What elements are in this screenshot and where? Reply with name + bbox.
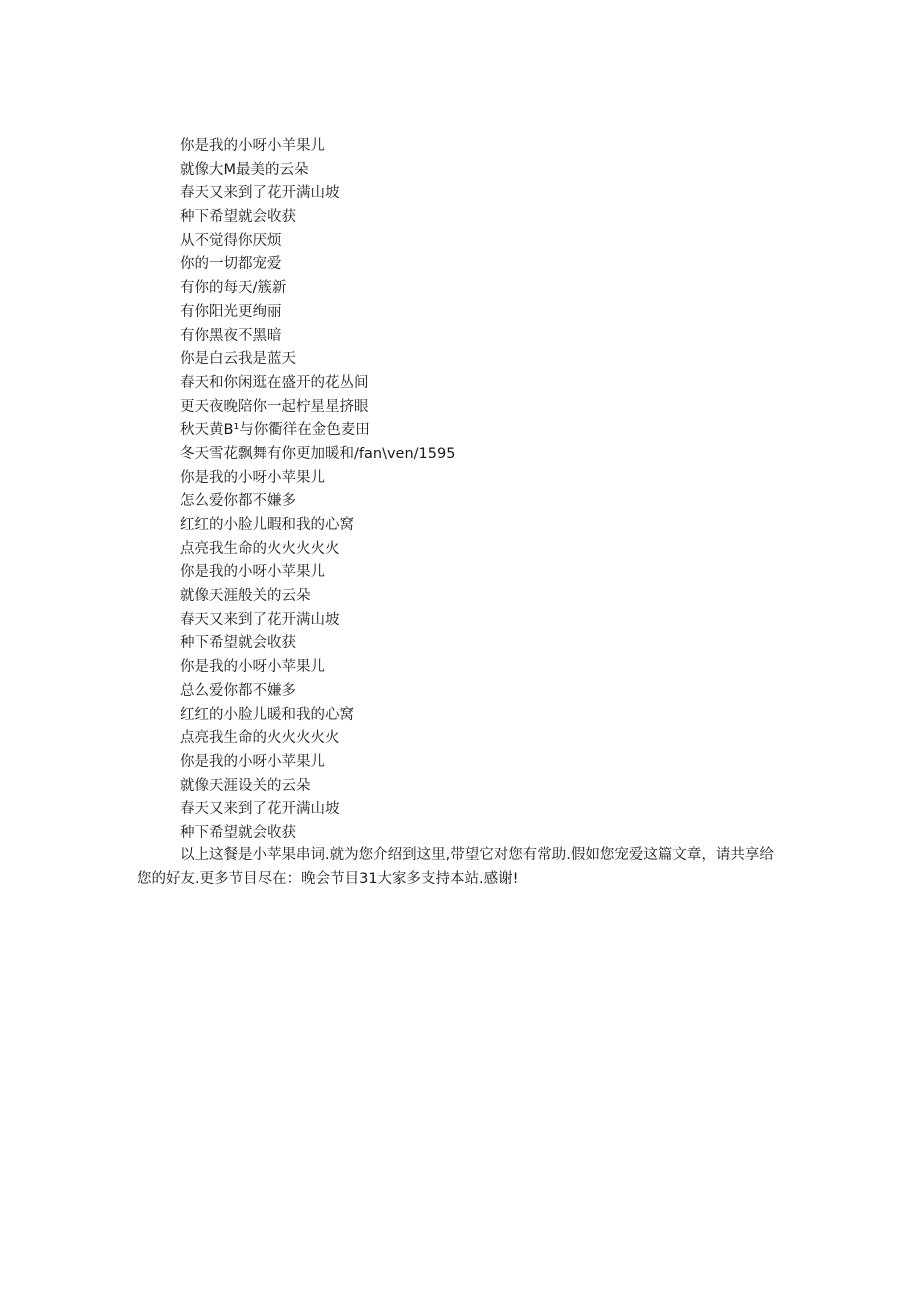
lyric-line: 红红的小脸儿暖和我的心窝 xyxy=(180,706,354,723)
lyric-line: 你是白云我是蓝天 xyxy=(180,351,296,368)
lyric-line: 有你的每天/簇新 xyxy=(180,280,287,297)
lyric-line: 你是我的小呀小苹果儿 xyxy=(180,753,325,770)
lyric-line: 就像天涯般关的云朵 xyxy=(180,588,311,605)
lyric-line: 从不觉得你厌烦 xyxy=(180,232,282,249)
lyric-line: 春天又来到了花开满山坡 xyxy=(180,611,340,628)
lyrics-list xyxy=(180,135,455,846)
lyric-line: 总么爱你都不嫌多 xyxy=(180,682,296,699)
lyric-line: 点亮我生命的火火火火火 xyxy=(180,730,340,747)
lyric-line: 冬天雪花飘舞有你更加暖和/fan\ven/1595 xyxy=(180,445,456,462)
lyric-line: 种下希望就会收获 xyxy=(180,824,296,841)
lyric-line: 更天夜晚陪你一起柠星星挤眼 xyxy=(180,398,369,415)
lyric-line: 你是我的小呀小苹果儿 xyxy=(180,469,325,486)
lyric-line: 你是我的小呀小羊果儿 xyxy=(180,138,325,154)
lyric-line: 你是我的小呀小苹果儿 xyxy=(180,564,325,581)
lyric-line: 春天和你闲逛在盛开的花丛间 xyxy=(180,374,369,391)
lyric-line: 有你黑夜不黑暗 xyxy=(180,327,282,344)
lyric-line: 你是我的小呀小苹果儿 xyxy=(180,659,325,676)
lyric-line: 秋天黄B¹与你衢徉在金色麦田 xyxy=(180,422,370,439)
lyric-line: 种下希望就会收获 xyxy=(180,635,296,652)
lyric-line: 红红的小脸儿暇和我的心窝 xyxy=(180,517,354,533)
lyric-line: 就像天涯设关的云朵 xyxy=(180,777,311,794)
lyric-line: 怎么爱你都不嫌多 xyxy=(180,493,296,510)
lyric-line: 点亮我生命的火火火火火 xyxy=(180,540,340,557)
lyric-line: 就像大M最美的云朵 xyxy=(180,161,309,178)
lyric-line: 春天又来到了花开满山坡 xyxy=(180,801,340,818)
lyric-line: 你的一切都宠爱 xyxy=(180,256,282,273)
lyric-line: 春天又来到了花开满山坡 xyxy=(180,185,340,202)
lyric-line: 有你阳光更绚丽 xyxy=(180,303,282,320)
closing-paragraph: 以上这餐是小苹果串词.就为您介绍到这里,带望它对您有常助.假如您宠爱这篇文章，请共享给您的好友.更多节目尽在：晚会节目31大家多支持本站.感谢! xyxy=(137,847,774,887)
lyric-line: 种下希望就会收获 xyxy=(180,209,296,226)
